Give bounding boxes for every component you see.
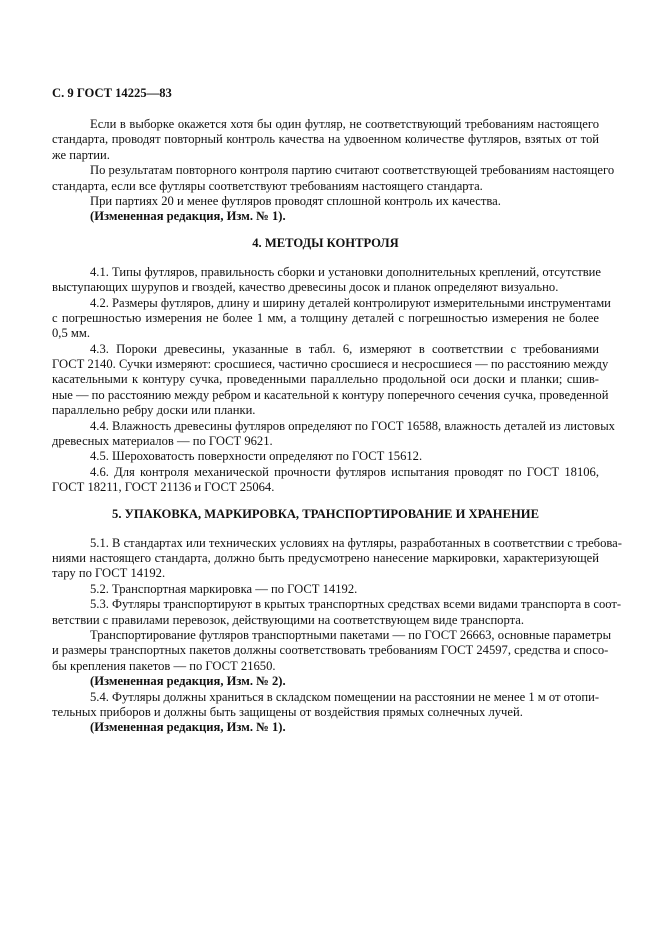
- text-line: и размеры транспортных пакетов должны соответствовать требованиям ГОСТ 24597, средства и спосо-: [52, 643, 609, 658]
- section-heading: 4. МЕТОДЫ КОНТРОЛЯ: [252, 235, 399, 250]
- text-line: 4.2. Размеры футляров, длину и ширину деталей контролируют измерительными инструментами: [90, 295, 611, 310]
- paragraph: [52, 117, 599, 163]
- amendment-note: [52, 209, 599, 224]
- paragraph: [52, 194, 599, 209]
- text-line: стандарта, если все футляры соответствуют требованиям настоящего стандарта.: [52, 178, 483, 193]
- text-line: 4.3. Пороки древесины, указанные в табл. 6, измеряют в соответствии с требованиями: [90, 341, 599, 356]
- page-header: С. 9 ГОСТ 14225—83: [52, 86, 172, 100]
- text-line: бы крепления пакетов — по ГОСТ 21650.: [52, 658, 276, 673]
- text-line: касательными к контуру сучка, проведенными параллельно продольной оси доски и планки; сшив-: [52, 372, 599, 387]
- text-line: ветствии с правилами перевозок, действующими на соответствующем виде транспорта.: [52, 612, 525, 627]
- document-page: [52, 86, 622, 736]
- paragraph: [52, 582, 599, 597]
- paragraph: [52, 690, 599, 721]
- paragraph: [52, 535, 622, 582]
- text-line: ГОСТ 2140. Сучки измеряют: сросшиеся, частично сросшиеся и несросшиеся — по расстоянию между: [52, 357, 609, 372]
- section-heading: 5. УПАКОВКА, МАРКИРОВКА, ТРАНСПОРТИРОВАНИЕ И ХРАНЕНИЕ: [112, 506, 539, 521]
- text-line: ниями настоящего стандарта, должно быть предусмотрено нанесение маркировки, характеризующей: [52, 550, 599, 565]
- text-line: 5.2. Транспортная маркировка — по ГОСТ 14192.: [90, 581, 358, 596]
- text-line: 4.5. Шероховатость поверхности определяют по ГОСТ 15612.: [90, 449, 423, 464]
- document-body: [52, 117, 622, 736]
- text-line: 4.4. Влажность древесины футляров определяют по ГОСТ 16588, влажность деталей из листовых: [90, 418, 615, 433]
- text-line: 0,5 мм.: [52, 326, 90, 341]
- paragraph: [52, 163, 615, 194]
- paragraph: [52, 465, 599, 496]
- text-line: 5.1. В стандартах или технических условиях на футляры, разработанных в соответствии с требова-: [90, 535, 622, 550]
- paragraph: [52, 627, 612, 674]
- text-line: Транспортирование футляров транспортными пакетами — по ГОСТ 26663, основные параметры: [90, 627, 612, 642]
- text-line: 5.4. Футляры должны храниться в складском помещении на расстоянии не менее 1 м от отопи-: [90, 689, 600, 704]
- text-line: (Измененная редакция, Изм. № 2).: [90, 674, 286, 689]
- text-line: (Измененная редакция, Изм. № 1).: [90, 720, 286, 735]
- amendment-note: [52, 674, 599, 689]
- text-line: 4.6. Для контроля механической прочности футляров испытания проводят по ГОСТ 18106,: [90, 464, 599, 479]
- text-line: 5.3. Футляры транспортируют в крытых транспортных средствах всеми видами транспорта в соот-: [90, 597, 622, 612]
- paragraph: [52, 449, 599, 464]
- text-line: 4.1. Типы футляров, правильность сборки и установки дополнительных креплений, отсутствие: [90, 264, 601, 279]
- text-line: тару по ГОСТ 14192.: [52, 566, 166, 581]
- text-line: с погрешностью измерения не более 1 мм, а толщину деталей с погрешностью измерения не более: [52, 310, 599, 325]
- text-line: По результатам повторного контроля партию считают соответствующей требованиям настоящего: [90, 163, 615, 178]
- text-line: ные — по расстоянию между ребром и касательной к контуру поперечного сечения сучка, проведенной: [52, 387, 609, 402]
- text-line: стандарта, проводят повторный контроль качества на удвоенном количестве футляров, взятых от той: [52, 132, 599, 147]
- text-line: При партиях 20 и менее футляров проводят сплошной контроль их качества.: [90, 193, 501, 208]
- amendment-note: [52, 720, 599, 735]
- paragraph: [52, 341, 609, 419]
- paragraph: [52, 265, 599, 296]
- text-line: выступающих шурупов и гвоздей, качество древесины досок и планок определяют визуально.: [52, 280, 559, 295]
- text-line: (Измененная редакция, Изм. № 1).: [90, 209, 286, 224]
- text-line: Если в выборке окажется хотя бы один футляр, не соответствующий требованиям настоящего: [90, 117, 599, 131]
- paragraph: [52, 597, 622, 628]
- text-line: древесных материалов — по ГОСТ 9621.: [52, 434, 273, 449]
- text-line: же партии.: [52, 147, 110, 162]
- text-line: тельных приборов и должны быть защищены от воздействия прямых солнечных лучей.: [52, 704, 523, 719]
- paragraph: [52, 418, 615, 450]
- text-line: параллельно ребру доски или планки.: [52, 403, 256, 418]
- text-line: ГОСТ 18211, ГОСТ 21136 и ГОСТ 25064.: [52, 480, 275, 495]
- paragraph: [52, 295, 611, 342]
